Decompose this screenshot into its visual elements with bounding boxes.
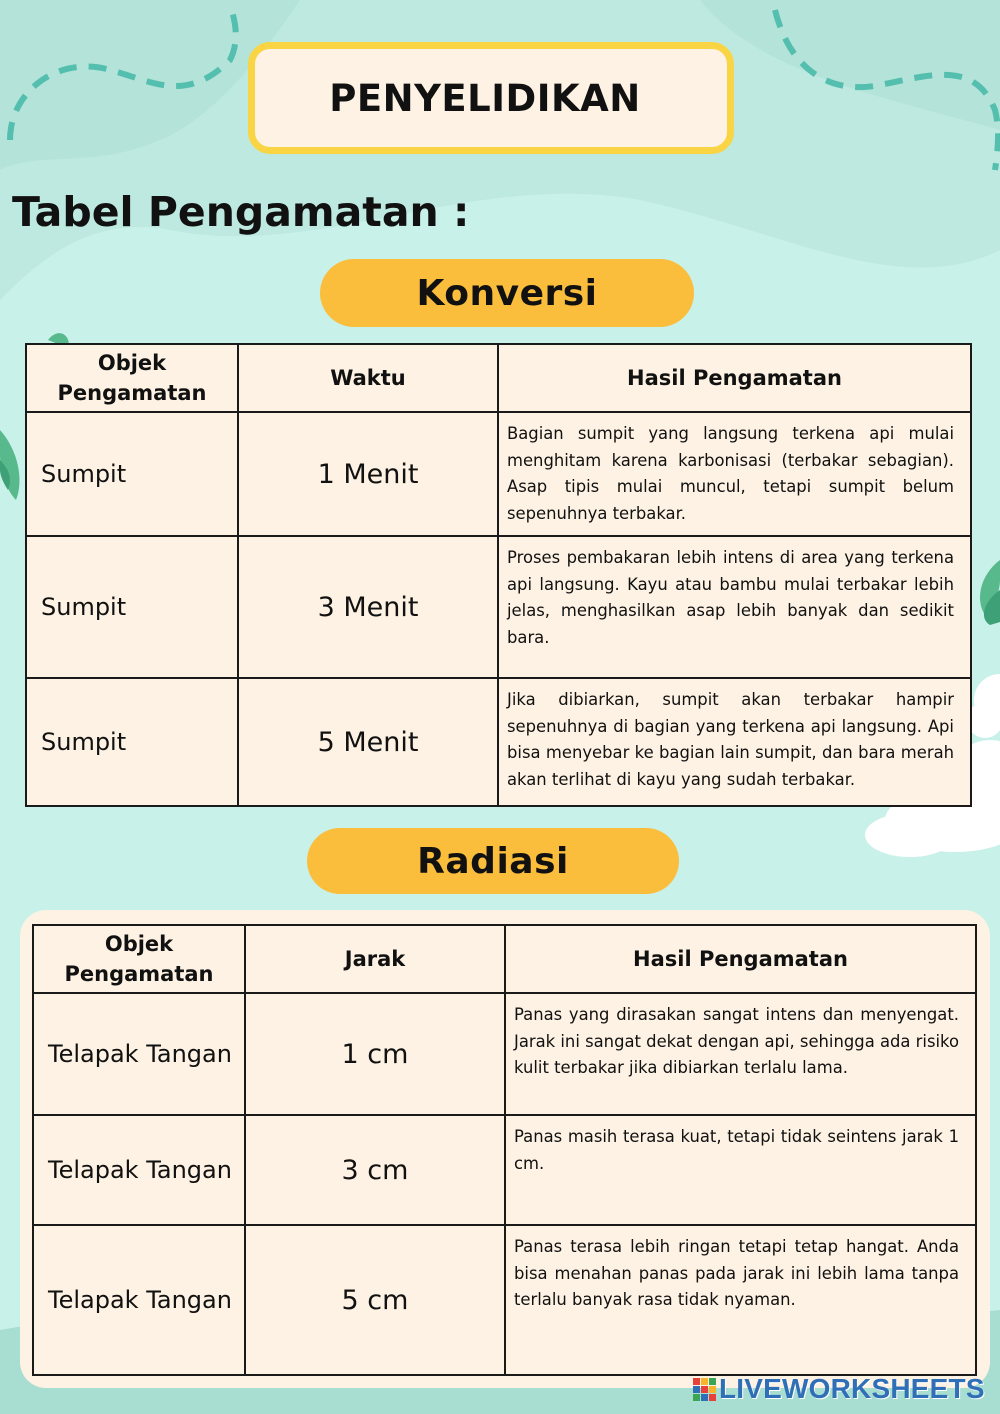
table-row (33, 1115, 976, 1225)
liveworksheets-logo (693, 1374, 985, 1404)
cell-waktu: 3 Menit (238, 536, 498, 678)
column-header-hasil: Hasil Pengamatan (505, 925, 976, 993)
liveworksheets-icon (693, 1378, 716, 1401)
cell-objek: Telapak Tangan (33, 1115, 245, 1225)
cell-hasil: Panas terasa lebih ringan tetapi tetap hangat. Anda bisa menahan panas pada jarak ini lebih lama tanpa terlalu banyak rasa tidak nyaman. (505, 1225, 976, 1375)
cell-hasil: Jika dibiarkan, sumpit akan terbakar hampir sepenuhnya di bagian yang terkena api langsung. Api bisa menyebar ke bagian lain sumpit, dan bara merah akan terlihat di kayu yang sudah terbakar. (498, 678, 971, 806)
cell-hasil: Bagian sumpit yang langsung terkena api mulai menghitam karena karbonisasi (terbakar sebagian). Asap tipis mulai muncul, tetapi sumpit belum sepenuhnya terbakar. (498, 412, 971, 536)
cell-objek: Sumpit (26, 678, 238, 806)
cell-jarak: 5 cm (245, 1225, 505, 1375)
cell-objek: Sumpit (26, 536, 238, 678)
cell-jarak: 1 cm (245, 993, 505, 1115)
liveworksheets-brand: LIVEWORKSHEETS (719, 1373, 985, 1404)
page-title: PENYELIDIKAN (329, 76, 641, 120)
cell-waktu: 1 Menit (238, 412, 498, 536)
table-row (26, 536, 971, 678)
konversi-heading: Konversi (320, 259, 694, 327)
cell-objek: Telapak Tangan (33, 993, 245, 1115)
table-row (26, 678, 971, 806)
table-row (33, 993, 976, 1115)
cell-hasil: Panas yang dirasakan sangat intens dan menyengat. Jarak ini sangat dekat dengan api, sehingga ada risiko kulit terbakar jika dibiarkan terlalu lama. (505, 993, 976, 1115)
cell-objek: Sumpit (26, 412, 238, 536)
column-header-hasil: Hasil Pengamatan (498, 344, 971, 412)
radiasi-table (32, 924, 977, 1376)
section-subtitle: Tabel Pengamatan : (12, 188, 470, 236)
column-header-waktu: Waktu (238, 344, 498, 412)
cell-waktu: 5 Menit (238, 678, 498, 806)
table-header-row (33, 925, 976, 993)
radiasi-heading: Radiasi (307, 828, 679, 894)
cell-hasil: Panas masih terasa kuat, tetapi tidak seintens jarak 1 cm. (505, 1115, 976, 1225)
column-header-objek: Objek Pengamatan (33, 925, 245, 993)
cell-hasil: Proses pembakaran lebih intens di area yang terkena api langsung. Kayu atau bambu mulai terbakar lebih jelas, menghasilkan asap lebih banyak dan sedikit bara. (498, 536, 971, 678)
konversi-table (25, 343, 972, 807)
column-header-objek: Objek Pengamatan (26, 344, 238, 412)
title-box (248, 42, 734, 154)
cell-objek: Telapak Tangan (33, 1225, 245, 1375)
table-row (33, 1225, 976, 1375)
column-header-jarak: Jarak (245, 925, 505, 993)
cell-jarak: 3 cm (245, 1115, 505, 1225)
table-row (26, 412, 971, 536)
table-header-row (26, 344, 971, 412)
